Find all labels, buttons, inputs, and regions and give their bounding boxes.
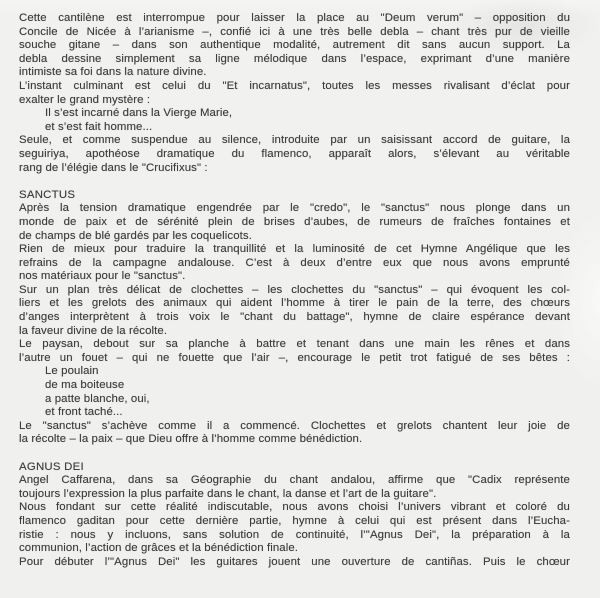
text-line: Cette cantilène est interrompue pour laisser la place au "Deum verum" – opposition du: [19, 12, 570, 24]
text-line: intimiste sa foi dans la nature divine.: [19, 66, 207, 79]
verse-line: Il s’est incarné dans la Vierge Marie,: [45, 107, 233, 120]
verse-line: et s’est fait homme...: [45, 120, 153, 133]
section-heading: SANCTUS: [19, 188, 76, 201]
text-line: Pour débuter l’"Agnus Dei" les guitares jouent une ouverture de cantiñas. Puis le chœur: [19, 555, 570, 568]
text-block: [19, 12, 570, 569]
text-line: ristie : nous y incluons, sans solution de continuité, l’"Agnus Dei", la préparation à la: [19, 528, 570, 541]
text-line: la faveur divine de la récolte.: [19, 324, 168, 337]
text-line: refrains de la campagne andalouse. C’est à deux d’entre eux que nous avons emprunté: [19, 256, 570, 269]
text-line: Sur un plan très délicat de clochettes – les clochettes du "sanctus" – qui évoquent les col-: [19, 283, 570, 296]
blank-line: [19, 175, 570, 189]
text-line: L’instant culminant est celui du "Et incarnatus", toutes les messes rivalisant d’éclat pour: [19, 79, 570, 92]
section-heading: AGNUS DEI: [19, 460, 84, 473]
text-line: exalter le grand mystère :: [19, 93, 151, 106]
text-line: d’anges interprètent à trois voix le "chant du battage", hymne de claire espérance devant: [19, 311, 570, 324]
text-line: Concile de Nicée à l’arianisme –, confié ici à une très belle debla – chant très pur de vieille: [19, 25, 570, 38]
text-line: Seule, et comme suspendue au silence, introduite par un saisissant accord de guitare, la: [19, 134, 570, 147]
text-line: communion, l’action de grâces et la bénédiction finale.: [19, 542, 299, 555]
text-line: de champs de blé gardés par les coquelicots.: [19, 229, 252, 242]
text-line: Le "sanctus" s’achève comme il a commencé. Clochettes et grelots chantent leur joie de: [19, 419, 570, 432]
text-line: debla dessine simplement sa ligne mélodique dans l’espace, exprimant d’une manière: [19, 52, 570, 65]
text-line: Rien de mieux pour traduire la tranquillité et la luminosité de cet Hymne Angélique que les: [19, 243, 570, 256]
verse-line: Le poulain: [45, 365, 99, 378]
verse-line: de ma boiteuse: [45, 379, 125, 392]
text-line: rang de l’élégie dans le "Crucifixus" :: [19, 161, 208, 174]
text-line: Nous fondant sur cette réalité indiscutable, nous avons choisi l’univers vibrant et coloré du: [19, 501, 570, 514]
text-line: Après la tension dramatique engendrée par le "credo", le "sanctus" nous plonge dans un: [19, 202, 570, 215]
verse-line: a patte blanche, oui,: [45, 392, 150, 405]
verse-line: et front taché...: [45, 406, 123, 419]
text-line: flamenco gaditan pour cette dernière partie, hymne à celui qui est présent dans l’Eucha-: [19, 514, 570, 527]
text-line: liers et les grelots des animaux qui aident l’homme à tirer le pain de la terre, des chœurs: [19, 297, 570, 310]
blank-line: [19, 447, 570, 461]
text-line: la récolte – la paix – que Dieu offre à l’homme comme bénédiction.: [19, 433, 363, 446]
text-line: nos matériaux pour le "sanctus".: [19, 270, 186, 283]
text-line: souche gitane – dans son authentique modalité, autrement dit sans aucun support. La: [19, 39, 570, 52]
text-line: monde de paix et de sérénité plein de brises d’aubes, de rumeurs de fraîches fontaines et: [19, 215, 570, 228]
text-line: Le paysan, debout sur sa planche à battre et tenant dans une main les rênes et dans: [19, 338, 570, 351]
text-line: l’autre un fouet – qui ne fouette que l’air –, encourage le petit trot fatigué de ses bêtes :: [19, 351, 570, 364]
text-line: seguiriya, apothéose dramatique du flamenco, apparaît alors, s’élevant au véritable: [19, 147, 570, 160]
text-line: toujours l’expression la plus parfaite dans le chant, la danse et l’art de la guitare".: [19, 487, 437, 500]
text-line: Angel Caffarena, dans sa Géographie du chant andalou, affirme que "Cadix représente: [19, 474, 570, 487]
